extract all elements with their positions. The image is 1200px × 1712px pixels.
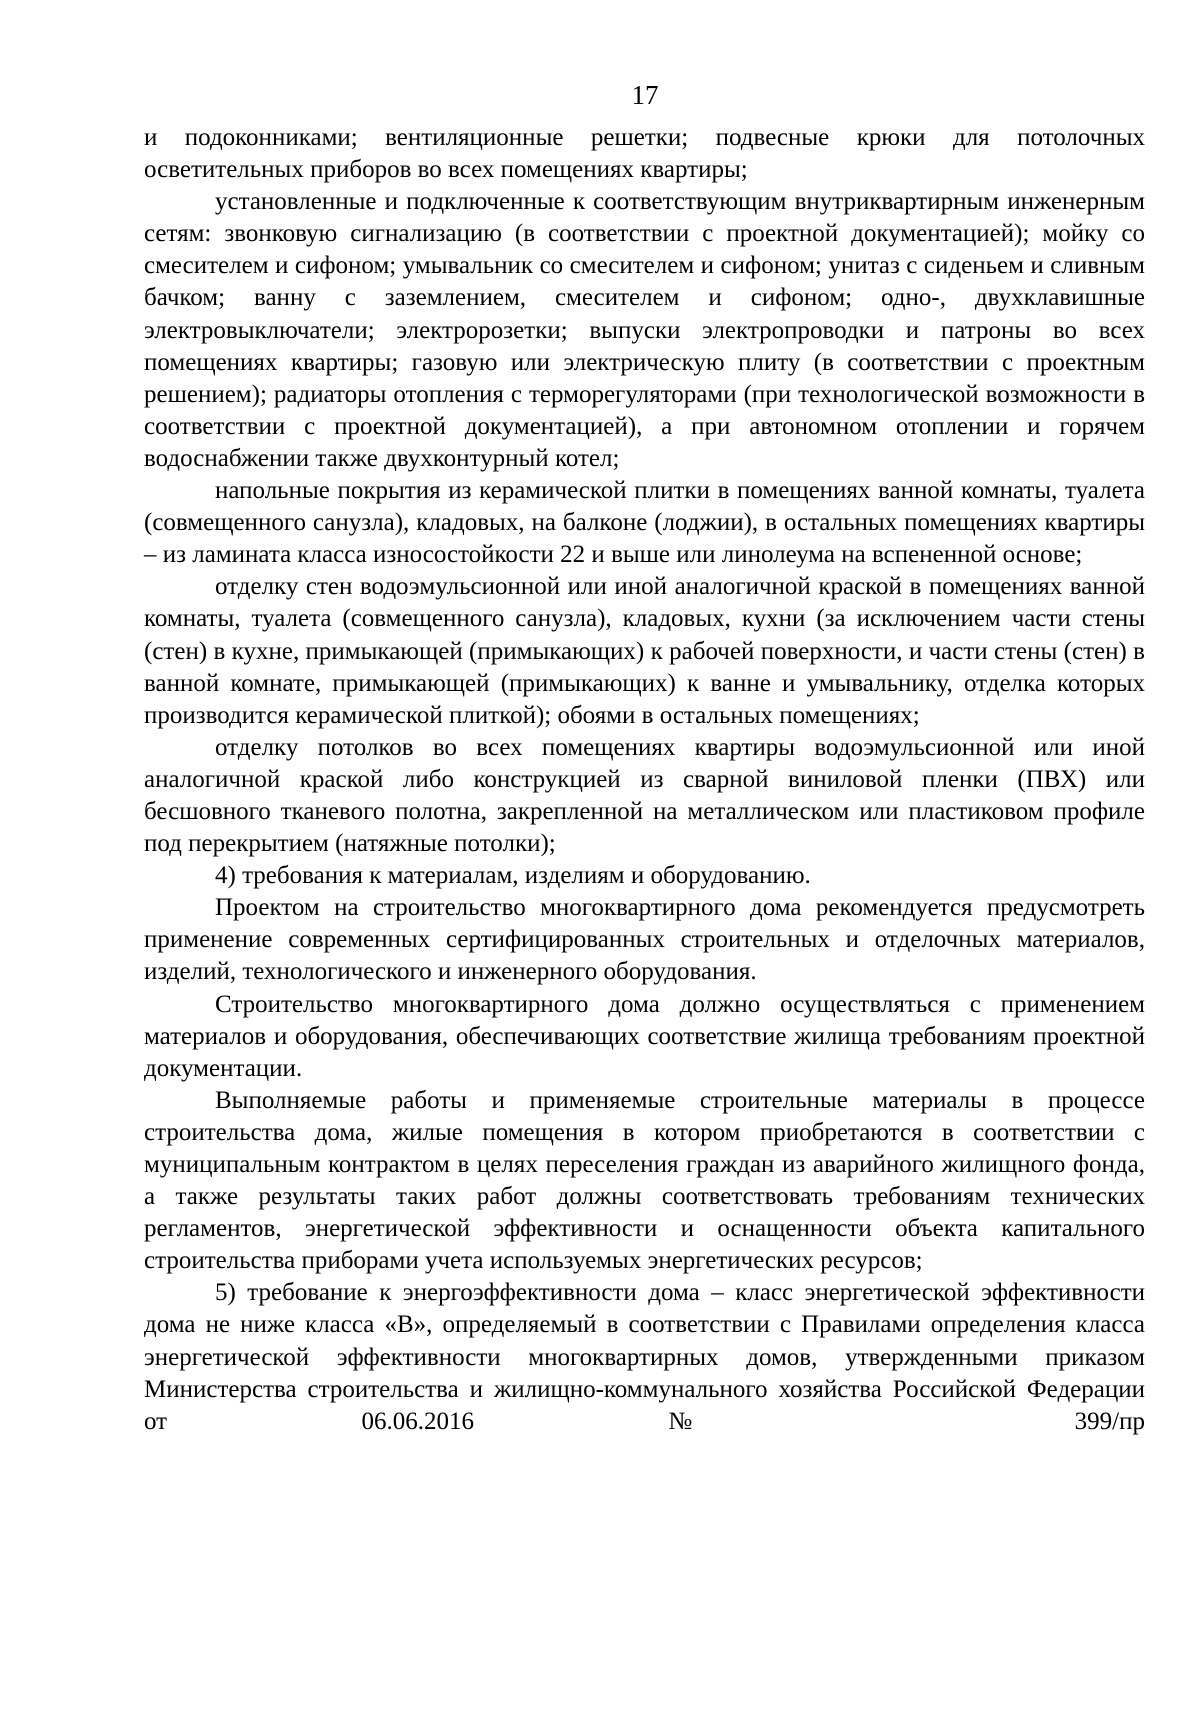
paragraph-works-compliance: Выполняемые работы и применяемые строительные материалы в процессе строительства дома, жилые помещения в котором приобретаются в соответствии с муниципальным контрактом в целях переселения граждан из аварийного жилищного фонда, а также результаты таких работ должны соответствовать требованиям технических регламентов, энергетической эффективности и оснащенности объекта капитального строительства приборами учета используемых энергетических ресурсов; xyxy=(144,1086,1145,1275)
paragraph-window-sills: и подоконниками; вентиляционные решетки; подвесные крюки для потолочных осветительных приборов во всех помещениях квартиры; xyxy=(144,124,1145,184)
page-number: 17 xyxy=(631,80,659,110)
paragraph-construction-materials: Строительство многоквартирного дома должно осуществляться с применением материалов и оборудования, обеспечивающих соответствие жилища требованиям проектной документации. xyxy=(144,990,1145,1082)
paragraph-installed-equipment: установленные и подключенные к соответствующим внутриквартирным инженерным сетям: звонковую сигнализацию (в соответствии с проектной документацией); мойку со смесителем и сифоном; умывальник со смесителем и сифоном; унитаз с сиденьем и сливным бачком; ванну с заземлением, смесителем и сифоном; одно-, двухклавишные электровыключатели; электророзетки; выпуски электропроводки и патроны во всех помещениях квартиры; газовую или электрическую плиту (в соответствии с проектным решением); радиаторы отопления с терморегуляторами (при технологической возможности в соответствии с проектной документацией), а при автономном отоплении и горячем водоснабжении также двухконтурный котел; xyxy=(144,188,1145,472)
paragraph-wall-finishing: отделку стен водоэмульсионной или иной аналогичной краской в помещениях ванной комнаты, туалета (совмещенного санузла), кладовых, кухни (за исключением части стены (стен) в кухне, примыкающей (примыкающих) к рабочей поверхности, и части стены (стен) в ванной комнате, примыкающей (примыкающих) к ванне и умывальнику, отделка которых производится керамической плиткой); обоями в остальных помещениях; xyxy=(144,573,1145,729)
paragraph-ceiling-finishing: отделку потолков во всех помещениях квартиры водоэмульсионной или иной аналогичной краской либо конструкцией из сварной виниловой пленки (ПВХ) или бесшовного тканевого полотна, закрепленной на металлическом или пластиковом профиле под перекрытием (натяжные потолки); xyxy=(144,733,1145,858)
paragraph-materials-requirements: 4) требования к материалам, изделиям и оборудованию. xyxy=(215,862,811,890)
document-body xyxy=(144,122,1145,1438)
paragraph-energy-efficiency: 5) требование к энергоэффективности дома – класс энергетической эффективности дома не ниже класса «В», определяемый в соответствии с Правилами определения класса энергетической эффективности многоквартирных домов, утвержденными приказом Министерства строительства и жилищно-коммунального хозяйства Российской Федерации от 06.06.2016 № 399/пр xyxy=(144,1279,1145,1435)
paragraph-floor-coverings: напольные покрытия из керамической плитки в помещениях ванной комнаты, туалета (совмещенного санузла), кладовых, на балконе (лоджии), в остальных помещениях квартиры – из ламината класса износостойкости 22 и выше или линолеума на вспененной основе; xyxy=(144,477,1145,569)
paragraph-project-recommendation: Проектом на строительство многоквартирного дома рекомендуется предусмотреть применение современных сертифицированных строительных и отделочных материалов, изделий, технологического и инженерного оборудования. xyxy=(144,894,1145,986)
